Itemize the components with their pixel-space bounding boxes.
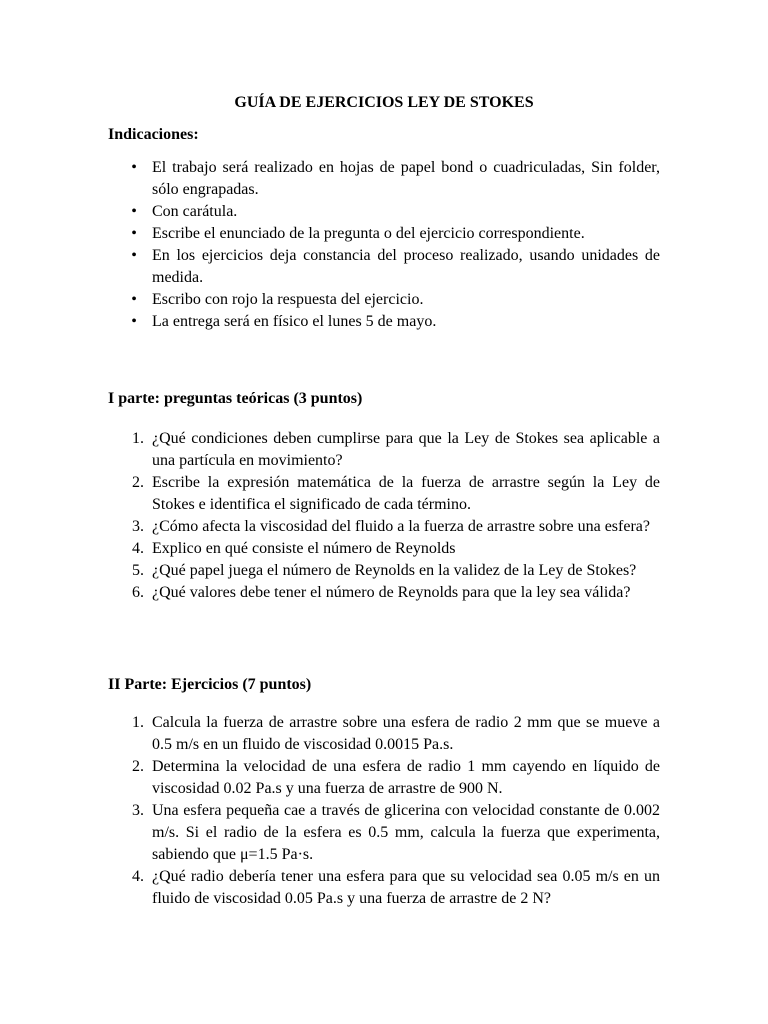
list-item <box>108 516 660 538</box>
list-item-text: Escribe el enunciado de la pregunta o del ejercicio correspondiente. <box>152 225 585 242</box>
list-item <box>108 157 660 201</box>
list-item <box>108 800 660 866</box>
bullet-icon: • <box>131 159 137 176</box>
list-item <box>108 201 660 223</box>
list-item-number: 2. <box>132 474 144 491</box>
list-item-text: Escribe la expresión matemática de la fuerza de arrastre según la Ley de Stokes e identifica el significado de cada término. <box>152 474 660 513</box>
list-item-text: ¿Qué papel juega el número de Reynolds en la validez de la Ley de Stokes? <box>152 562 637 579</box>
list-item-number: 5. <box>132 562 144 579</box>
bullet-icon: • <box>131 203 137 220</box>
parte1-heading: I parte: preguntas teóricas (3 puntos) <box>108 390 363 407</box>
list-item-text: En los ejercicios deja constancia del proceso realizado, usando unidades de medida. <box>152 247 660 286</box>
list-item-number: 1. <box>132 714 144 731</box>
list-item <box>108 560 660 582</box>
list-item <box>108 538 660 560</box>
list-item-number: 2. <box>132 758 144 775</box>
list-item-text: Calcula la fuerza de arrastre sobre una esfera de radio 2 mm que se mueve a 0.5 m/s en un fluido de viscosidad 0.0015 Pa.s. <box>152 714 660 753</box>
list-item <box>108 245 660 289</box>
list-item <box>108 866 660 910</box>
list-item <box>108 311 660 333</box>
list-item-text: ¿Qué radio debería tener una esfera para que su velocidad sea 0.05 m/s en un fluido de viscosidad 0.05 Pa.s y una fuerza de arrastre de 2 N? <box>152 868 660 907</box>
list-item-text: Con carátula. <box>152 203 238 220</box>
indicaciones-list <box>108 157 660 333</box>
list-item-text: ¿Qué condiciones deben cumplirse para que la Ley de Stokes sea aplicable a una partícula en movimiento? <box>152 430 660 469</box>
list-item <box>108 289 660 311</box>
parte2-heading: II Parte: Ejercicios (7 puntos) <box>108 676 312 693</box>
list-item-text: El trabajo será realizado en hojas de papel bond o cuadriculadas, Sin folder, sólo engrapadas. <box>152 159 660 198</box>
bullet-icon: • <box>131 291 137 308</box>
list-item-text: Escribo con rojo la respuesta del ejercicio. <box>152 291 424 308</box>
bullet-icon: • <box>131 313 137 330</box>
indicaciones-heading: Indicaciones: <box>108 126 199 143</box>
list-item <box>108 712 660 756</box>
bullet-icon: • <box>131 247 137 264</box>
list-item-text: La entrega será en físico el lunes 5 de mayo. <box>152 313 437 330</box>
document-title: GUÍA DE EJERCICIOS LEY DE STOKES <box>234 94 534 111</box>
list-item-text: Explico en qué consiste el número de Reynolds <box>152 540 456 557</box>
list-item <box>108 223 660 245</box>
list-item <box>108 582 660 604</box>
list-item-text: ¿Cómo afecta la viscosidad del fluido a la fuerza de arrastre sobre una esfera? <box>152 518 650 535</box>
list-item-text: ¿Qué valores debe tener el número de Reynolds para que la ley sea válida? <box>152 584 631 601</box>
list-item <box>108 472 660 516</box>
bullet-icon: • <box>131 225 137 242</box>
parte2-list <box>108 712 660 910</box>
list-item-number: 3. <box>132 518 144 535</box>
list-item <box>108 756 660 800</box>
list-item-number: 1. <box>132 430 144 447</box>
list-item <box>108 428 660 472</box>
parte1-list <box>108 428 660 604</box>
list-item-number: 4. <box>132 868 144 885</box>
list-item-number: 3. <box>132 802 144 819</box>
list-item-text: Determina la velocidad de una esfera de radio 1 mm cayendo en líquido de viscosidad 0.02 Pa.s y una fuerza de arrastre de 900 N. <box>152 758 660 797</box>
list-item-number: 4. <box>132 540 144 557</box>
list-item-number: 6. <box>132 584 144 601</box>
list-item-text: Una esfera pequeña cae a través de glicerina con velocidad constante de 0.002 m/s. Si el radio de la esfera es 0.5 mm, calcula la fuerza que experimenta, sabiendo que μ=1.5 Pa·s. <box>152 802 660 863</box>
